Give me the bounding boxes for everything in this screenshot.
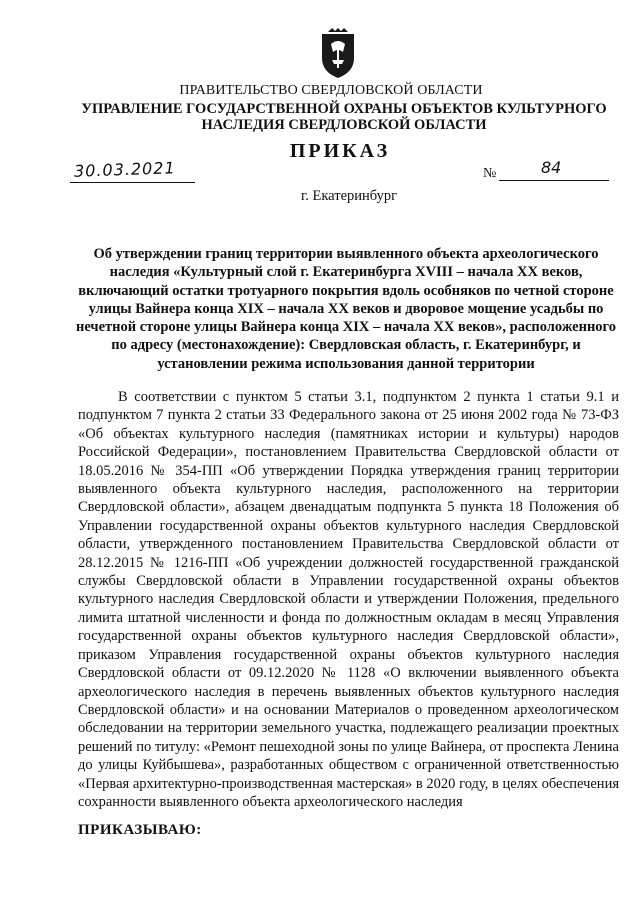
handwritten-number: 84 — [541, 158, 562, 177]
order-title: Об утверждении границ территории выявленного объекта археологического наследия «Культурный слой г. Екатеринбурга XVIII – начала XX веков, включающий остатки тротуарного покрытия вдоль особняков по четной стороне улицы Вайнера конца XIX – начала XX веков и дворовое мощение усадьбы по нечетной стороне улицы Вайнера конца XIX – начала XX веков», расположенного по адресу (местонахождение): Свердловская область, г. Екатеринбург, и установлении режима использования данной территории — [75, 246, 617, 372]
order-keyword: ПРИКАЗЫВАЮ: — [78, 822, 202, 838]
document-type-heading: ПРИКАЗ — [289, 140, 391, 162]
city-name: г. Екатеринбург — [300, 188, 398, 204]
department-name: УПРАВЛЕНИЕ ГОСУДАРСТВЕННОЙ ОХРАНЫ ОБЪЕКТОВ КУЛЬТУРНОГО НАСЛЕДИЯ СВЕРДЛОВСКОЙ ОБЛАСТИ — [81, 101, 607, 133]
handwritten-date: 30.03.2021 — [73, 158, 176, 181]
date-field — [70, 160, 195, 183]
number-label: № — [483, 166, 497, 181]
coat-of-arms-icon — [318, 28, 358, 80]
number-field — [499, 160, 609, 181]
preamble-paragraph: В соответствии с пунктом 5 статьи 3.1, подпунктом 2 пункта 1 статьи 9.1 и подпунктом 7 пункта 2 статьи 33 Федерального закона от 25 июня 2002 года № 73-ФЗ «Об объектах культурного наследия (памятниках истории и культуры) народов Российской Федерации», постановлением Правительства Свердловской области от 18.05.2016 № 354-ПП «Об утверждении Порядка утверждения границ территории выявленного объекта культурного наследия, расположенного на территории Свердловской области», абзацем двенадцатым подпункта 5 пункта 18 Положения об Управлении государственной охраны объектов культурного наследия Свердловской области, утвержденного постановлением Правительства Свердловской области от 28.12.2015 № 1216-ПП «Об учреждении должностей государственной гражданской службы Свердловской области в Управлении государственной охраны объектов культурного наследия Свердловской области и утверждении Положения, предельного лимита штатной численности и фонда по должностным окладам в месяц Управления государственной охраны объектов культурного наследия Свердловской области», приказом Управления государственной охраны объектов культурного наследия Свердловской области от 09.12.2020 № 1128 «О включении выявленного объекта археологического наследия в перечень выявленных объектов культурного наследия Свердловской области» и на основании Материалов о проведенном археологическом обследовании на территории земельного участка, подлежащего реализации проектных решений по титулу: «Ремонт пешеходной зоны по улице Вайнера, от проспекта Ленина до улицы Куйбышева», разработанных обществом с ограниченной ответственностью «Первая архитектурно-производственная мастерская» в 2020 году, в целях обеспечения сохранности выявленного объекта археологического наследия — [78, 389, 619, 810]
government-name: ПРАВИТЕЛЬСТВО СВЕРДЛОВСКОЙ ОБЛАСТИ — [179, 83, 483, 98]
